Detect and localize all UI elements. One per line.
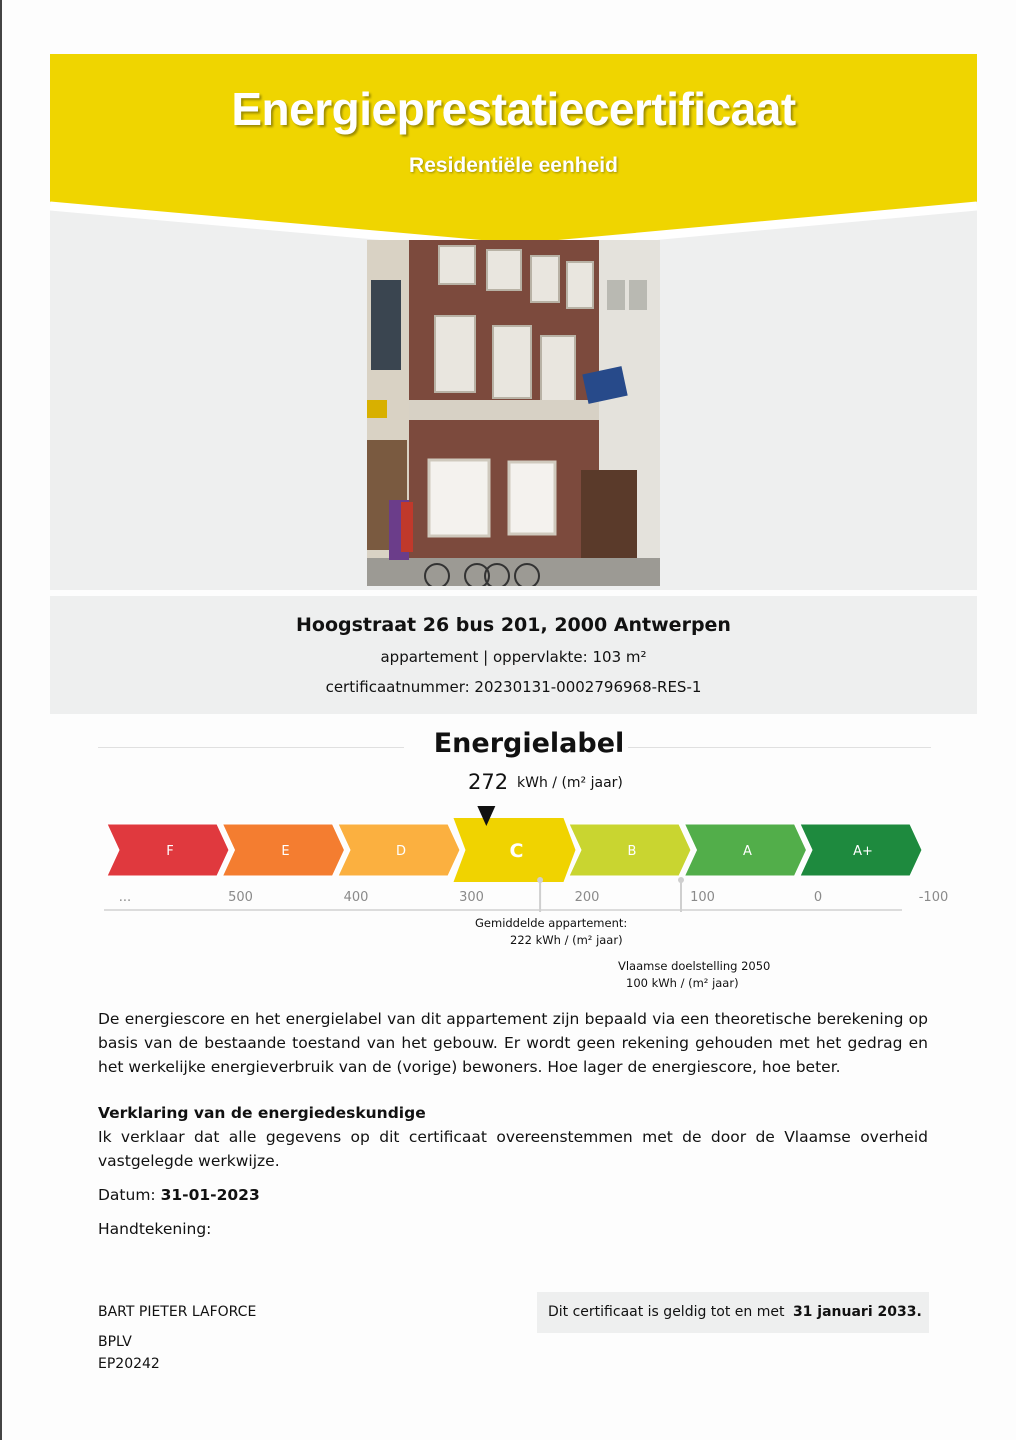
average-dot (537, 877, 543, 883)
label-text-e: E (281, 844, 290, 859)
expert-code: EP20242 (98, 1356, 160, 1372)
average-label: Gemiddelde appartement: (475, 916, 628, 930)
tick-label: 400 (343, 890, 369, 905)
signature-label: Handtekening: (98, 1220, 212, 1238)
declaration-text: Ik verklaar dat alle gegevens op dit certificaat overeenstemmen met de door de Vlaamse overheid vastgelegde werkwijze. (98, 1128, 928, 1170)
tick-label: 300 (459, 890, 484, 905)
intro-paragraph: De energiescore en het energielabel van dit appartement zijn bepaald via een theoretische berekening op basis van de bestaande toestand van het gebouw. Er wordt geen rekening gehouden met het gedrag en het werkelijke energieverbruik van de (vorige) bewoners. Hoe lager de energiescore, hoe beter. (98, 1010, 928, 1076)
label-text-a: A (743, 844, 752, 859)
declaration-heading: Verklaring van de energiedeskundige (98, 1104, 426, 1122)
label-text-b: B (627, 844, 637, 859)
energy-score: 272 (468, 770, 509, 794)
tick-label: ... (118, 890, 132, 905)
label-text-aplus: A+ (853, 844, 873, 859)
expert-org: BPLV (98, 1334, 132, 1350)
property-type-area: appartement | oppervlakte: 103 m² (380, 648, 647, 666)
energy-score-unit: kWh / (m² jaar) (517, 775, 623, 791)
tick-label: 200 (574, 890, 600, 905)
expert-name: BART PIETER LAFORCE (98, 1304, 257, 1320)
tick-label: -100 (918, 890, 949, 905)
target-dot (678, 877, 684, 883)
validity-date: 31 januari 2033. (792, 1304, 922, 1320)
validity-box (537, 1292, 929, 1333)
target-value: 100 kWh / (m² jaar) (626, 976, 739, 990)
page-subtitle: Residentiële eenheid (409, 154, 618, 177)
date-row (98, 1183, 928, 1207)
tick-label: 500 (228, 890, 253, 905)
tick-label: 0 (813, 890, 823, 905)
energy-label-heading: Energielabel (433, 728, 625, 759)
label-text-f: F (166, 844, 174, 859)
label-text-c: C (509, 840, 524, 862)
date-value: 31-01-2023 (160, 1186, 260, 1204)
tick-label: 100 (690, 890, 715, 905)
target-label: Vlaamse doelstelling 2050 (618, 959, 771, 973)
page-title: Energieprestatiecertificaat (231, 83, 796, 135)
date-label: Datum: (98, 1186, 156, 1204)
property-address: Hoogstraat 26 bus 201, 2000 Antwerpen (296, 614, 731, 636)
certificate-number: certificaatnummer: 20230131-0002796968-RES-1 (325, 678, 702, 696)
label-text-d: D (395, 844, 407, 859)
average-value: 222 kWh / (m² jaar) (510, 933, 623, 947)
validity-text: Dit certificaat is geldig tot en met (548, 1304, 785, 1320)
